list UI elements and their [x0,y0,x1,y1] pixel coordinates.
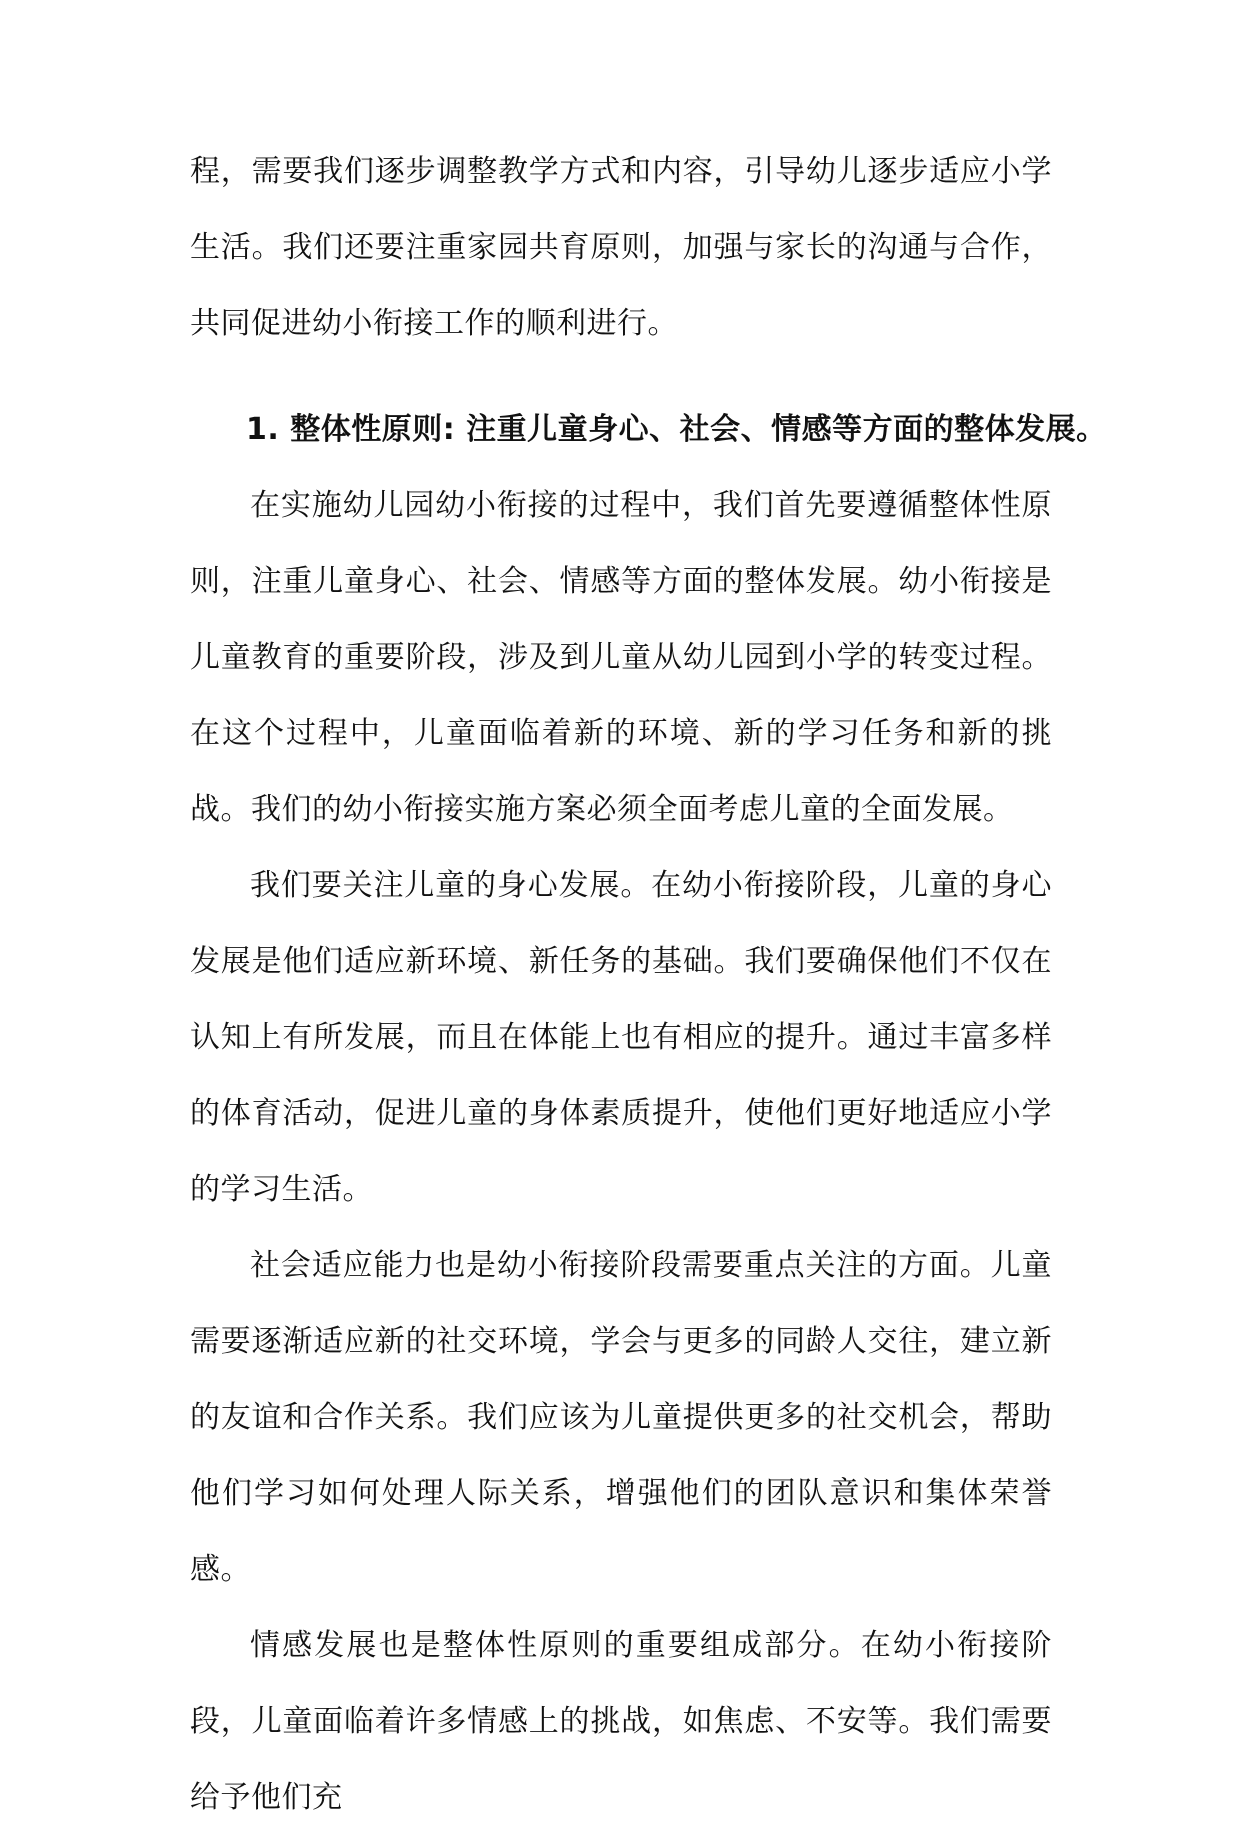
intro-paragraph: 程，需要我们逐步调整教学方式和内容，引导幼儿逐步适应小学生活。我们还要注重家园共育原则，加强与家长的沟通与合作，共同促进幼小衔接工作的顺利进行。 [190,154,1052,341]
paragraph-1: 在实施幼儿园幼小衔接的过程中，我们首先要遵循整体性原则，注重儿童身心、社会、情感等方面的整体发展。幼小衔接是儿童教育的重要阶段，涉及到儿童从幼儿园到小学的转变过程。在这个过程中，儿童面临着新的环境、新的学习任务和新的挑战。我们的幼小衔接实施方案必须全面考虑儿童的全面发展。 [190,488,1052,827]
section-heading: 1. 整体性原则: 注重儿童身心、社会、情感等方面的整体发展。 [246,412,1107,447]
paragraph-3: 社会适应能力也是幼小衔接阶段需要重点关注的方面。儿童需要逐渐适应新的社交环境，学会与更多的同龄人交往，建立新的友谊和合作关系。我们应该为儿童提供更多的社交机会，帮助他们学习如何处理人际关系，增强他们的团队意识和集体荣誉感。 [190,1248,1052,1587]
body-section [190,468,1052,1836]
paragraph-4: 情感发展也是整体性原则的重要组成部分。在幼小衔接阶段，儿童面临着许多情感上的挑战，如焦虑、不安等。我们需要给予他们充 [190,1628,1052,1815]
paragraph-2: 我们要关注儿童的身心发展。在幼小衔接阶段，儿童的身心发展是他们适应新环境、新任务的基础。我们要确保他们不仅在认知上有所发展，而且在体能上也有相应的提升。通过丰富多样的体育活动，促进儿童的身体素质提升，使他们更好地适应小学的学习生活。 [190,868,1052,1207]
intro-section [190,134,1052,362]
